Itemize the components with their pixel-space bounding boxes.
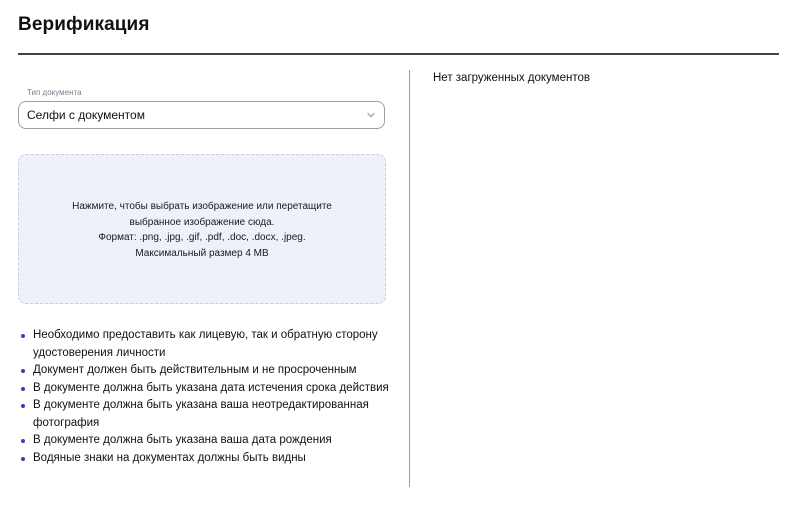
dropzone-max-size: Максимальный размер 4 MB [135, 247, 269, 259]
document-type-select[interactable] [18, 101, 385, 129]
bullet-icon [21, 404, 25, 408]
document-type-value: Селфи с документом [27, 108, 145, 122]
dropzone-line: Нажмите, чтобы выбрать изображение или перетащите [72, 201, 332, 212]
dropzone-line: выбранное изображение сюда. [129, 216, 275, 228]
list-item [18, 432, 396, 450]
bullet-icon [21, 457, 25, 461]
list-item [18, 380, 396, 398]
requirement-text: В документе должна быть указана ваша дата рождения [33, 434, 332, 446]
list-item [18, 327, 396, 362]
bullet-icon [21, 439, 25, 443]
page-title: Верификация [18, 14, 150, 35]
dropzone-instructions [19, 199, 385, 261]
title-divider [18, 53, 779, 55]
file-dropzone[interactable] [18, 154, 386, 304]
requirement-text: Необходимо предоставить как лицевую, так и обратную сторону удостоверения личности [33, 329, 378, 359]
requirement-text: Водяные знаки на документах должны быть видны [33, 451, 306, 464]
requirement-text: В документе должна быть указана дата истечения срока действия [33, 381, 389, 394]
bullet-icon [21, 387, 25, 391]
list-item [18, 362, 396, 380]
document-type-label: Тип документа [27, 88, 82, 97]
bullet-icon [21, 369, 25, 373]
column-divider [409, 70, 410, 487]
bullet-icon [21, 334, 25, 338]
requirement-text: В документе должна быть указана ваша неотредактированная фотография [33, 399, 369, 429]
no-documents-message: Нет загруженных документов [433, 72, 590, 84]
list-item [18, 450, 396, 468]
requirements-list [18, 327, 396, 467]
dropzone-format: Формат: .png, .jpg, .gif, .pdf, .doc, .docx, .jpeg. [98, 232, 306, 243]
requirement-text: Документ должен быть действительным и не просроченным [33, 364, 357, 376]
chevron-down-icon [366, 110, 376, 120]
list-item [18, 397, 396, 432]
